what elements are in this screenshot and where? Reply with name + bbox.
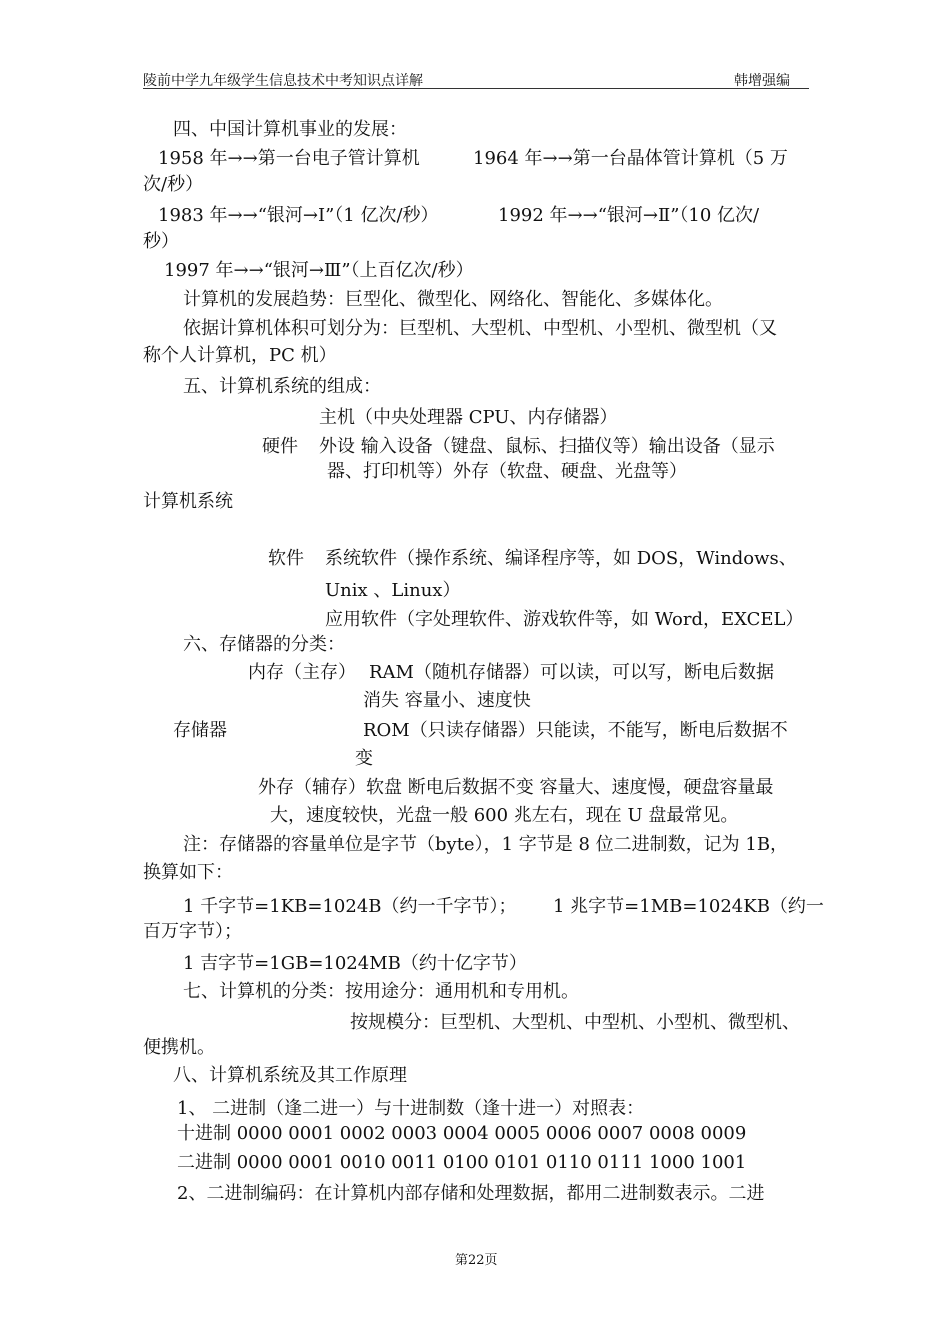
page-number: 第22页 [455,1253,498,1268]
text-line: 1992 年→→“银河→Ⅱ”（10 亿次/ [498,205,760,226]
text-line: RAM（随机存储器）可以读，可以写，断电后数据 [369,662,774,683]
text-line: 变 [355,748,373,769]
section-heading: 四、中国计算机事业的发展： [173,119,407,140]
text-line: 1964 年→→第一台晶体管计算机（5 万 [473,148,788,169]
text-line: 注：存储器的容量单位是字节（byte），1 字节是 8 位二进制数，记为 1B， [183,834,789,855]
diagram-label: 内存（主存） [248,662,356,683]
text-line: 1983 年→→“银河→Ⅰ”（1 亿次/秒） [158,205,439,226]
text-line: 称个人计算机，PC 机） [143,345,337,366]
text-line: 应用软件（字处理软件、游戏软件等，如 Word，EXCEL） [325,609,804,630]
text-line: 百万字节）； [143,921,242,942]
text-line: 十进制 0000 0001 0002 0003 0004 0005 0006 0007 0008 0009 [177,1123,747,1144]
header-author: 韩增强编 [734,73,790,89]
text-line: 1958 年→→第一台电子管计算机 [158,148,420,169]
diagram-label: 计算机系统 [143,491,233,512]
text-line: 1997 年→→“银河→Ⅲ”（上百亿次/秒） [164,260,474,281]
text-line: 二进制 0000 0001 0010 0011 0100 0101 0110 0111 1000 1001 [177,1152,747,1173]
section-heading: 六、存储器的分类： [183,634,345,655]
text-line: Unix 、Linux） [325,580,461,601]
text-line: 1 千字节=1KB=1024B（约一千字节）； [183,896,517,917]
text-line: 器、打印机等）外存（软盘、硬盘、光盘等） [327,461,687,482]
text-line: 1 兆字节=1MB=1024KB（约一 [553,896,824,917]
text-line: 外设 输入设备（键盘、鼠标、扫描仪等）输出设备（显示 [319,436,775,457]
text-line: 大，速度较快，光盘一般 600 兆左右，现在 U 盘最常见。 [270,805,739,826]
text-line: 1、 二进制（逢二进一）与十进制数（逢十进一）对照表： [177,1098,645,1119]
section-heading: 七、计算机的分类：按用途分：通用机和专用机。 [183,981,579,1002]
text-line: 次/秒） [143,174,204,195]
text-line: 按规模分：巨型机、大型机、中型机、小型机、微型机、 [350,1012,800,1033]
text-line: 主机（中央处理器 CPU、内存储器） [319,407,618,428]
text-line: 依据计算机体积可划分为：巨型机、大型机、中型机、小型机、微型机（又 [183,318,777,339]
diagram-label: 硬件 [262,436,298,457]
diagram-label: 存储器 [173,720,227,741]
text-line: 1 吉字节=1GB=1024MB（约十亿字节） [183,953,527,974]
text-line: 外存（辅存）软盘 断电后数据不变 容量大、速度慢，硬盘容量最 [258,777,774,798]
header-title: 陵前中学九年级学生信息技术中考知识点详解 [143,73,423,89]
text-line: 换算如下： [143,862,233,883]
text-line: ROM（只读存储器）只能读，不能写，断电后数据不 [363,720,788,741]
header-rule [143,88,809,89]
section-heading: 八、计算机系统及其工作原理 [173,1065,407,1086]
text-line: 消失 容量小、速度快 [363,690,531,711]
diagram-label: 软件 [268,548,304,569]
text-line: 便携机。 [143,1037,215,1058]
text-line: 计算机的发展趋势：巨型化、微型化、网络化、智能化、多媒体化。 [183,289,723,310]
section-heading: 五、计算机系统的组成： [183,376,381,397]
text-line: 2、二进制编码：在计算机内部存储和处理数据，都用二进制数表示。二进 [177,1183,765,1204]
text-line: 秒） [143,231,179,252]
text-line: 系统软件（操作系统、编译程序等，如 DOS，Windows、 [325,548,797,569]
